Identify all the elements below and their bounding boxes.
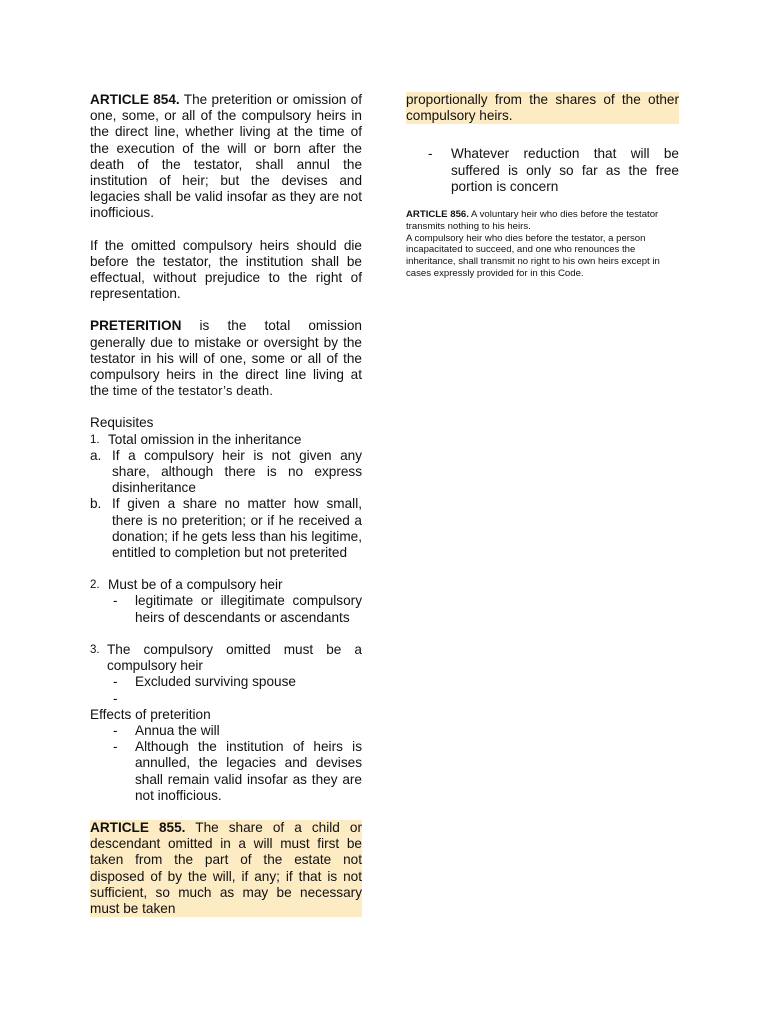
requisite-3-sub-1: [90, 674, 362, 690]
requisite-a-letter: a.: [90, 447, 102, 463]
requisite-1: [90, 432, 362, 448]
requisite-3: [90, 642, 362, 674]
effect-1-text: Annua the will: [135, 722, 220, 738]
reduction-note-dash: -: [428, 146, 433, 162]
article-856-label: ARTICLE 856.: [406, 209, 469, 221]
article-856-text: A voluntary heir who dies before the testator transmits nothing to his heirs.: [406, 209, 659, 232]
requisite-3-sub-2-dash: -: [113, 690, 118, 706]
requisite-2-text: Must be of a compulsory heir: [108, 577, 283, 593]
requisite-b: [90, 496, 362, 561]
requisite-a: [90, 448, 362, 497]
requisite-2-number: 2.: [90, 579, 100, 592]
requisite-3-number: 3.: [90, 643, 100, 656]
article-854-text: The preterition or omission of one, some, or all of the compulsory heirs in the direct line, whether living at the time of the execution of the will or born after the death of the testator, shall annul the institution of heir; but the devises and legacies shall be valid insofar as they are not inofficious.: [90, 92, 362, 221]
article-855: [90, 820, 362, 917]
effect-2-text: Although the institution of heirs is annulled, the legacies and devises shall remain valid insofar as they are not inofficious.: [135, 739, 362, 803]
requisite-3-sub-1-text: Excluded surviving spouse: [135, 674, 296, 690]
requisite-2-sub: [90, 593, 362, 625]
omitted-heirs-paragraph: If the omitted compulsory heirs should die before the testator, the institution shall be effectual, without prejudice to the right of representation.: [90, 237, 362, 302]
requisite-1-number: 1.: [90, 433, 100, 446]
reduction-note: [406, 146, 679, 195]
effect-2-dash: -: [113, 739, 118, 755]
requisite-b-letter: b.: [90, 496, 102, 512]
reduction-note-text: Whatever reduction that will be suffered is only so far as the free portion is concern: [451, 146, 679, 194]
requisite-a-text: If a compulsory heir is not given any share, although there is no express disinheritance: [112, 447, 362, 496]
requisite-2-sub-text: legitimate or illegitimate compulsory heirs of descendants or ascendants: [135, 593, 362, 625]
article-855-continued: proportionally from the shares of the other compulsory heirs.: [406, 92, 679, 124]
article-854: [90, 92, 362, 222]
requisite-3-sub-1-dash: -: [113, 674, 118, 690]
effect-1: [90, 723, 362, 739]
preterition-label: PRETERITION: [90, 318, 182, 334]
right-column: [406, 92, 679, 280]
article-855-text: The share of a child or descendant omitted in a will must first be taken from the part of the estate not disposed of by the will, if any; if that is not sufficient, so much as may be necessary must be taken: [90, 819, 362, 916]
preterition-definition: [90, 318, 362, 399]
effect-2: [90, 739, 362, 804]
requisite-2-sub-dash: -: [113, 593, 118, 609]
requisite-2: [90, 577, 362, 593]
article-855-label: ARTICLE 855.: [90, 819, 186, 835]
requisite-3-sub-2-text: [135, 691, 362, 707]
article-854-label: ARTICLE 854.: [90, 92, 180, 107]
requisite-3-text: The compulsory omitted must be a compulsory heir: [107, 641, 362, 674]
requisite-3-sub-2: [90, 691, 362, 707]
requisites-heading: Requisites: [90, 415, 154, 431]
preterition-text: is the total omission generally due to mistake or oversight by the testator in his will of one, some or all of the compulsory heirs in the direct line living at the: [90, 318, 362, 399]
left-column: [90, 92, 362, 917]
article-856-second-paragraph: A compulsory heir who dies before the testator, a person incapacitated to succeed, and one who renounces the inheritance, shall transmit no right to his own heirs except in cases expressly provided for in this Code.: [406, 232, 660, 279]
preterition-last-line: time of the testator’s death.: [112, 383, 274, 399]
requisite-1-text: Total omission in the inheritance: [108, 431, 302, 447]
requisite-b-text: If given a share no matter how small, there is no preterition; or if he received a donation; if he gets less than his legitime, entitled to completion but not preterited: [112, 496, 362, 561]
article-856: [406, 209, 679, 233]
effects-heading: Effects of preterition: [90, 706, 211, 722]
effect-1-dash: -: [113, 722, 118, 738]
